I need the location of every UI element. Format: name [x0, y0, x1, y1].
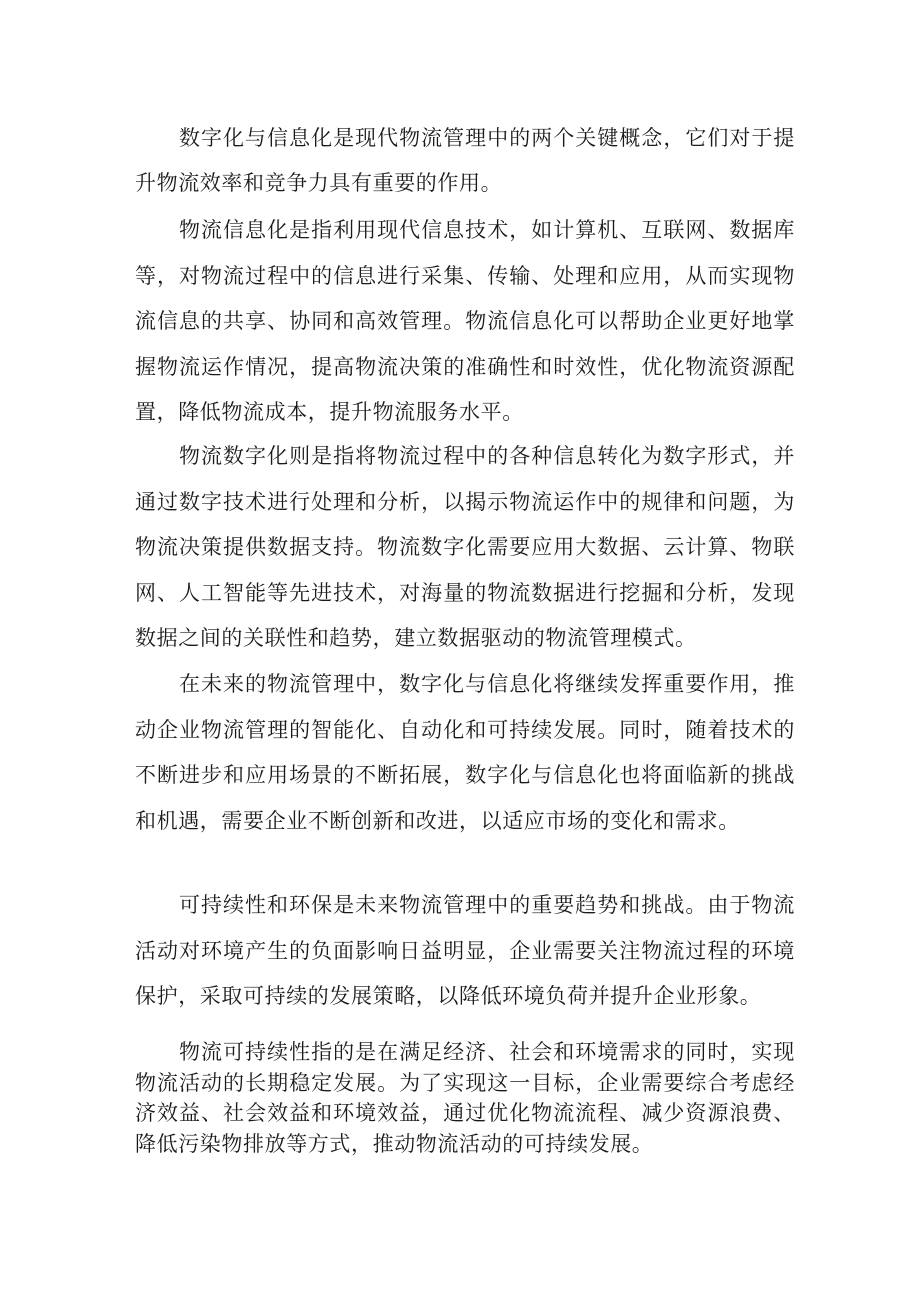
paragraph-text: 在未来的物流管理中，数字化与信息化将继续发挥重要作用，推动企业物流管理的智能化、自动化和可持续发展。同时，随着技术的不断进步和应用场景的不断拓展，数字化与信息化也将面临新的挑战和机遇，需要企业不断创新和改进，以适应市场的变化和需求。 — [135, 672, 795, 833]
paragraph-text: 可持续性和环保是未来物流管理中的重要趋势和挑战。由于物流活动对环境产生的负面影响日益明显，企业需要关注物流过程的环境保护，采取可持续的发展策略，以降低环境负荷并提升企业形象。 — [135, 893, 795, 1008]
paragraph-5 — [135, 883, 795, 1020]
paragraph-text: 数字化与信息化是现代物流管理中的两个关键概念，它们对于提升物流效率和竞争力具有重要的作用。 — [135, 126, 795, 195]
paragraph-text: 物流数字化则是指将物流过程中的各种信息转化为数字形式，并通过数字技术进行处理和分析，以揭示物流运作中的规律和问题，为物流决策提供数据支持。物流数字化需要应用大数据、云计算、物联网、人工智能等先进技术，对海量的物流数据进行挖掘和分析，发现数据之间的关联性和趋势，建立数据驱动的物流管理模式。 — [135, 444, 795, 650]
paragraph-2 — [135, 208, 795, 436]
paragraph-3 — [135, 434, 795, 662]
paragraph-text: 物流信息化是指利用现代信息技术，如计算机、互联网、数据库等，对物流过程中的信息进行采集、传输、处理和应用，从而实现物流信息的共享、协同和高效管理。物流信息化可以帮助企业更好地掌握物流运作情况，提高物流决策的准确性和时效性，优化物流资源配置，降低物流成本，提升物流服务水平。 — [135, 218, 795, 424]
paragraph-1 — [135, 116, 795, 206]
paragraph-6 — [135, 1037, 795, 1159]
paragraph-text: 物流可持续性指的是在满足经济、社会和环境需求的同时，实现物流活动的长期稳定发展。为了实现这一目标，企业需要综合考虑经济效益、社会效益和环境效益，通过优化物流流程、减少资源浪费、降低污染物排放等方式，推动物流活动的可持续发展。 — [135, 1040, 795, 1156]
paragraph-4 — [135, 662, 795, 844]
